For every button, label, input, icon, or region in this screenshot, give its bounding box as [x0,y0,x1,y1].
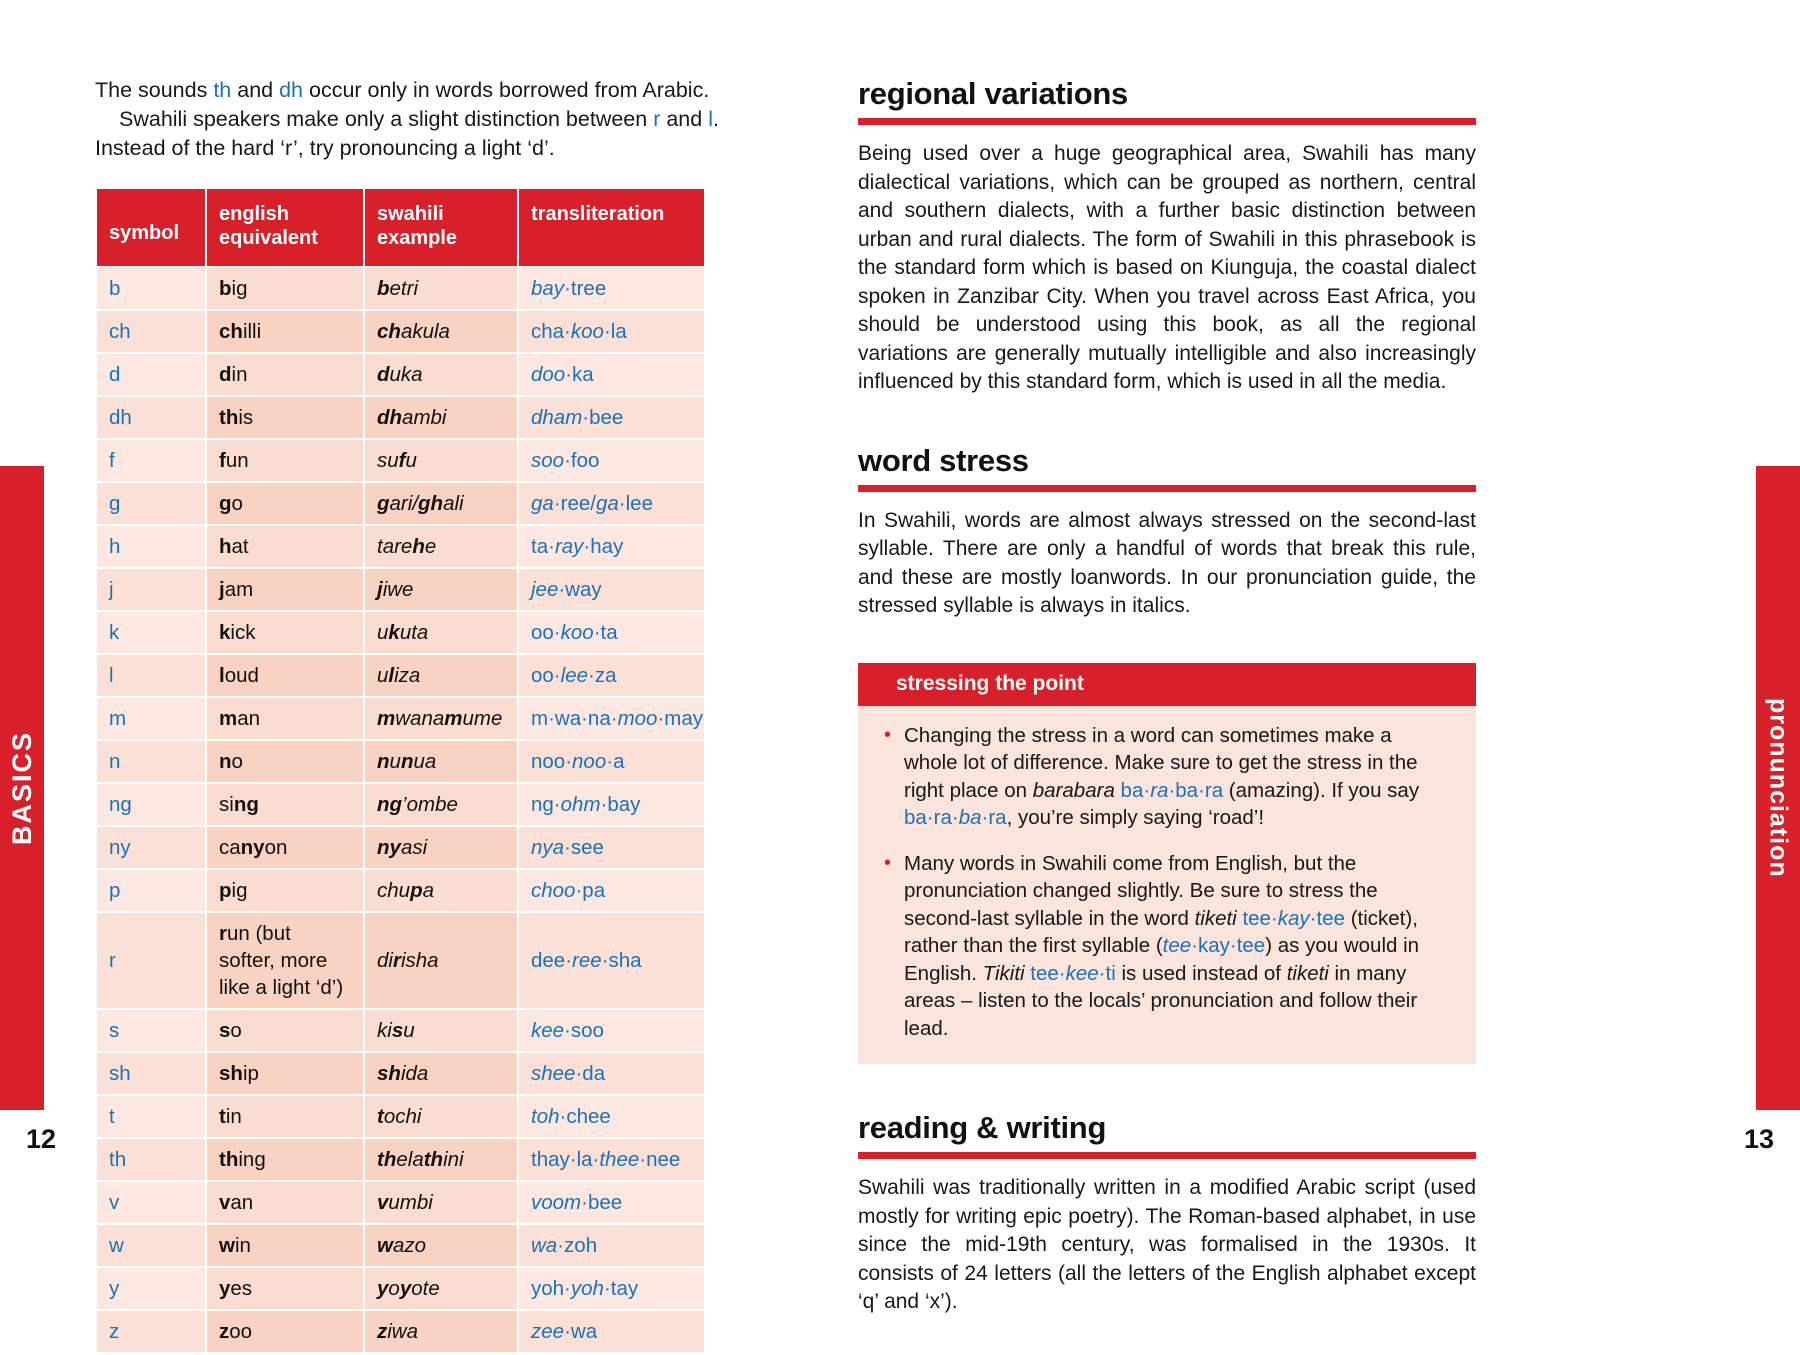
cell-symbol: z [97,1311,205,1352]
cell-english-equivalent: canyon [207,827,363,868]
table-row [97,741,704,782]
b2-translit-1 [1242,907,1345,930]
intro-l2-c: . [712,107,719,131]
table-row [97,1268,704,1309]
side-tab-basics [0,466,44,1110]
cell-transliteration: voom·bee [519,1182,704,1223]
header-english-l2: equivalent [219,227,318,249]
cell-swahili-example: ng’ombe [365,784,517,825]
b2-t1-stress: kay [1277,906,1310,930]
cell-transliteration: oo·lee·za [519,655,704,696]
b2-translit-3 [1030,962,1115,985]
side-tab-pronunciation [1756,466,1800,1110]
cell-swahili-example: dirisha [365,913,517,1008]
intro-dh: dh [279,78,304,102]
table-row [97,1311,704,1352]
cell-swahili-example: uliza [365,655,517,696]
table-header-row [97,189,704,266]
cell-english-equivalent: this [207,397,363,438]
intro-l2-a: Swahili speakers make only a slight distinction between [119,107,654,131]
table-row [97,698,704,739]
table-row [97,440,704,481]
cell-symbol: r [97,913,205,1008]
cell-transliteration: shee·da [519,1053,704,1094]
cell-swahili-example: nunua [365,741,517,782]
cell-english-equivalent: so [207,1010,363,1051]
intro-paragraph [95,76,719,163]
b1-t2b: ·ra [981,806,1007,829]
b2-t2b: ·kay·tee [1191,934,1266,957]
heading-word-stress: word stress [858,442,1029,478]
cell-swahili-example: yoyote [365,1268,517,1309]
paragraph-regional-variations: Being used over a huge geographical area, Swahili has many dialectical variations, which can be grouped as northern, central and southern dialects, with a further basic distinction between urban and rural dialects. The form of Swahili in this phrasebook is the standard form which is based on Kiunguja, the coastal dialect spoken in Zanzibar City. When you travel across East Africa, you should be understood using this book, as all the regional variations are generally mutually intelligible and also increasingly influenced by this standard form, which is used in all the media. [858,142,1476,393]
intro-l1-b: and [231,78,280,102]
cell-symbol: y [97,1268,205,1309]
cell-symbol: ng [97,784,205,825]
b2-p2: (ticket), rather than the first syllable ( [904,906,1418,957]
cell-symbol: d [97,354,205,395]
cell-swahili-example: ukuta [365,612,517,653]
intro-line-3: Instead of the hard ‘r’, try pronouncing a light ‘d’. [95,136,555,160]
b2-t3b: ·ti [1098,961,1116,985]
cell-swahili-example: chakula [365,311,517,352]
cell-english-equivalent: loud [207,655,363,696]
cell-symbol: k [97,612,205,653]
intro-r: r [653,107,661,131]
spacer-2 [858,621,1476,655]
cell-english-equivalent: fun [207,440,363,481]
cell-english-equivalent: man [207,698,363,739]
callout-body [858,706,1476,1065]
spacer-1 [858,397,1476,443]
table-row [97,1053,704,1094]
intro-l2-b: and [660,107,709,131]
b2-p3: ) as you would in English. [904,934,1420,985]
b1-p1: Changing the stress in a word can sometimes make a whole lot of difference. Make sure to get the stress in the right place on [904,723,1418,802]
cell-transliteration: dham·bee [519,397,704,438]
cell-english-equivalent: tin [207,1096,363,1137]
b2-word-tiketi-2: tiketi [1286,961,1329,985]
cell-english-equivalent: no [207,741,363,782]
cell-english-equivalent: van [207,1182,363,1223]
cell-english-equivalent: yes [207,1268,363,1309]
b2-t2-stress: tee [1162,934,1192,957]
header-swahili [365,189,517,266]
cell-transliteration: bay·tree [519,268,704,309]
page-number-left: 12 [26,1124,57,1154]
cell-symbol: v [97,1182,205,1223]
right-page [858,76,1476,1317]
table-row [97,870,704,911]
cell-swahili-example: jiwe [365,569,517,610]
cell-swahili-example: kisu [365,1010,517,1051]
cell-english-equivalent: thing [207,1139,363,1180]
cell-swahili-example: chupa [365,870,517,911]
cell-swahili-example: shida [365,1053,517,1094]
header-swahili-l1: swahili [377,203,444,225]
cell-transliteration: noo·noo·a [519,741,704,782]
cell-swahili-example: dhambi [365,397,517,438]
cell-symbol: sh [97,1053,205,1094]
b2-p5: in many areas – listen to the locals’ pronunciation and follow their lead. [904,961,1418,1040]
table-row [97,913,704,1008]
table-row [97,1096,704,1137]
cell-transliteration: jee·way [519,569,704,610]
b2-t1b: ·tee [1309,906,1345,930]
table-row [97,612,704,653]
cell-swahili-example: duka [365,354,517,395]
table-row [97,1225,704,1266]
bullet-dot-icon-2: • [884,851,892,874]
cell-symbol: f [97,440,205,481]
cell-symbol: w [97,1225,205,1266]
b1-t2-stress: ba [958,806,982,829]
table-row [97,655,704,696]
cell-swahili-example: vumbi [365,1182,517,1223]
cell-transliteration: ga·ree/ga·lee [519,483,704,524]
spacer-3 [858,1064,1476,1110]
header-english-l1: english [219,203,290,225]
cell-transliteration: choo·pa [519,870,704,911]
cell-swahili-example: gari/ghali [365,483,517,524]
cell-english-equivalent: zoo [207,1311,363,1352]
cell-english-equivalent: jam [207,569,363,610]
b1-word-barabara: barabara [1032,778,1115,802]
cell-transliteration: yoh·yoh·tay [519,1268,704,1309]
cell-swahili-example: ziwa [365,1311,517,1352]
cell-english-equivalent: sing [207,784,363,825]
callout-bullet-1 [884,722,1450,832]
cell-english-equivalent: kick [207,612,363,653]
side-tab-pronunciation-label: pronunciation [1764,698,1793,878]
cell-swahili-example: wazo [365,1225,517,1266]
table-row [97,1010,704,1051]
cell-symbol: t [97,1096,205,1137]
table-row [97,1139,704,1180]
cell-transliteration: nya·see [519,827,704,868]
b2-t1a: tee· [1242,906,1278,930]
b1-p4: , you’re simply saying ‘road’! [1006,806,1265,829]
table-row [97,569,704,610]
b2-word-tikiti: Tikiti [982,961,1025,985]
cell-english-equivalent: win [207,1225,363,1266]
b2-t3-stress: kee [1065,961,1099,985]
pronunciation-table-body [97,268,704,1352]
cell-swahili-example: tochi [365,1096,517,1137]
table-row [97,311,704,352]
cell-transliteration: ng·ohm·bay [519,784,704,825]
intro-line-2 [95,105,719,134]
cell-english-equivalent: go [207,483,363,524]
cell-english-equivalent: din [207,354,363,395]
b2-p1: Many words in Swahili come from English, but the pronunciation changed slightly. Be sure to stress the second-last syllable in the word [904,851,1378,930]
callout-stressing-the-point [858,663,1476,1065]
intro-l1-c: occur only in words borrowed from Arabic. [303,78,710,102]
table-row [97,483,704,524]
heading-rule-reading-writing [858,1152,1476,1159]
table-row [97,526,704,567]
header-english [207,189,363,266]
cell-english-equivalent: chilli [207,311,363,352]
cell-transliteration: kee·soo [519,1010,704,1051]
b1-t2a: ba·ra· [904,806,959,829]
cell-english-equivalent: big [207,268,363,309]
cell-symbol: m [97,698,205,739]
cell-symbol: n [97,741,205,782]
heading-reading-writing: reading & writing [858,1110,1107,1145]
intro-l: l [708,107,713,131]
cell-swahili-example: nyasi [365,827,517,868]
page-number-right: 13 [1743,1124,1774,1154]
cell-swahili-example: betri [365,268,517,309]
cell-transliteration: dee·ree·sha [519,913,704,1008]
paragraph-word-stress: In Swahili, words are almost always stressed on the second-last syllable. There are only a handful of words that break this rule, and these are mostly loanwords. In our pronunciation guide, the stressed syllable is always in italics. [858,508,1476,617]
b2-translit-2 [1163,934,1266,957]
cell-transliteration: thay·la·thee·nee [519,1139,704,1180]
cell-english-equivalent: run (but softer, more like a light ‘d’) [207,913,363,1008]
header-swahili-l2: example [377,227,458,249]
cell-transliteration: ta·ray·hay [519,526,704,567]
cell-symbol: l [97,655,205,696]
table-row [97,268,704,309]
cell-symbol: dh [97,397,205,438]
header-transliteration: transliteration [519,189,704,266]
cell-symbol: h [97,526,205,567]
cell-english-equivalent: hat [207,526,363,567]
table-row [97,784,704,825]
b1-translit-2 [904,806,1007,829]
cell-swahili-example: thelathini [365,1139,517,1180]
cell-swahili-example: mwanamume [365,698,517,739]
intro-l1-a: The sounds [95,78,214,102]
b1-p3: (amazing). If you say [1223,778,1420,802]
cell-symbol: g [97,483,205,524]
heading-rule-word-stress [858,485,1476,492]
cell-symbol: b [97,268,205,309]
cell-swahili-example: tarehe [365,526,517,567]
table-row [97,397,704,438]
cell-english-equivalent: ship [207,1053,363,1094]
b1-t1a: ba· [1120,778,1151,802]
cell-symbol: p [97,870,205,911]
cell-transliteration: m·wa·na·moo·may [519,698,704,739]
cell-transliteration: toh·chee [519,1096,704,1137]
cell-english-equivalent: pig [207,870,363,911]
table-row [97,827,704,868]
bullet-dot-icon: • [884,723,892,746]
b2-p4: is used instead of [1115,961,1287,985]
callout-title: stressing the point [858,663,1476,706]
b1-translit-1 [1121,779,1224,802]
callout-bullet-2 [884,850,1450,1043]
b2-t3a: tee· [1030,961,1066,985]
paragraph-reading-writing: Swahili was traditionally written in a modified Arabic script (used mostly for writing epic poetry). The Roman-based alphabet, in use since the mid-19th century, was formalised in the 1930s. It consists of 24 letters (all the letters of the English alphabet except ‘q’ and ‘x’). [858,1176,1476,1313]
pronunciation-table [95,187,706,1354]
table-row [97,1182,704,1223]
cell-symbol: ch [97,311,205,352]
b1-t1b: ·ba·ra [1168,778,1224,802]
header-symbol: symbol [97,189,205,266]
cell-transliteration: wa·zoh [519,1225,704,1266]
intro-line-1 [95,76,715,105]
side-tab-basics-label: BASICS [6,730,37,845]
heading-rule-regional [858,118,1476,125]
left-page [95,76,719,1354]
heading-regional-variations: regional variations [858,76,1128,111]
cell-symbol: th [97,1139,205,1180]
cell-swahili-example: sufu [365,440,517,481]
table-row [97,354,704,395]
cell-symbol: s [97,1010,205,1051]
intro-th: th [213,78,232,102]
cell-transliteration: soo·foo [519,440,704,481]
cell-transliteration: doo·ka [519,354,704,395]
b2-word-tiketi: tiketi [1194,906,1237,930]
cell-transliteration: oo·koo·ta [519,612,704,653]
cell-symbol: ny [97,827,205,868]
cell-transliteration: zee·wa [519,1311,704,1352]
cell-symbol: j [97,569,205,610]
cell-transliteration: cha·koo·la [519,311,704,352]
b1-t1-stress: ra [1150,778,1169,802]
